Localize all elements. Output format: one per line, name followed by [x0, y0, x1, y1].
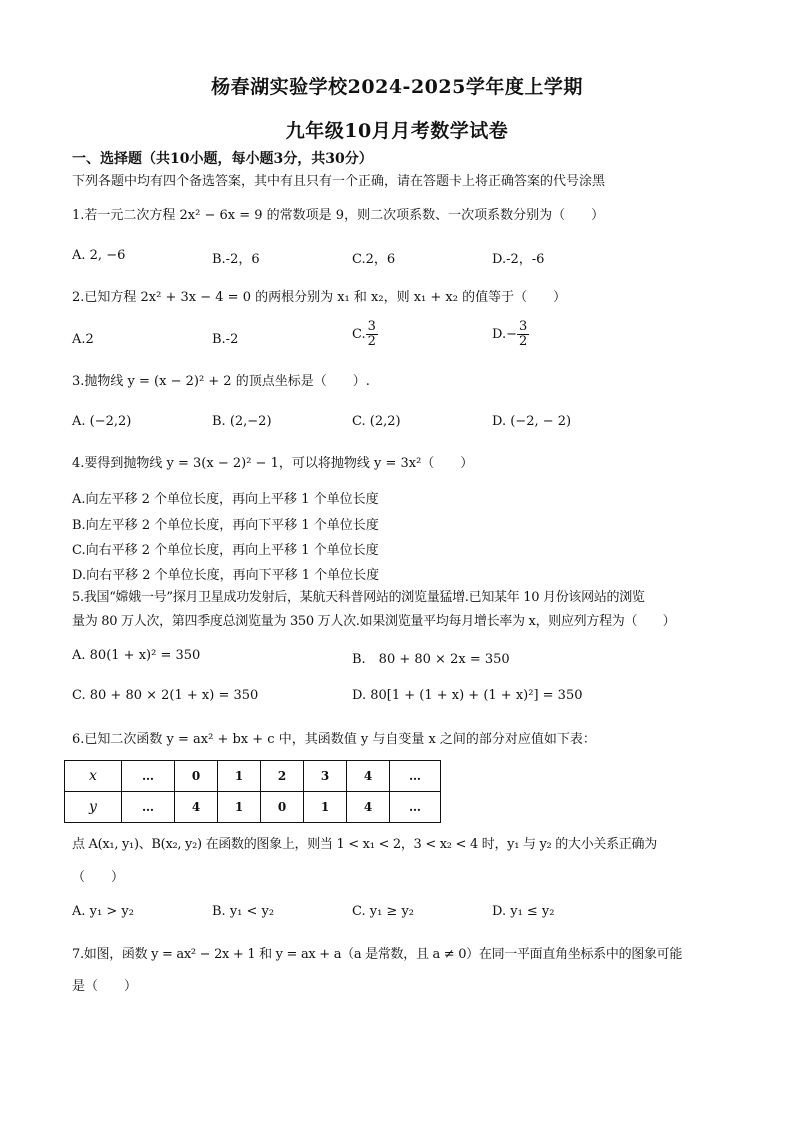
table-cell: 0	[261, 792, 304, 823]
question-2-option-b: B.-2	[212, 332, 239, 347]
table-cell: 1	[218, 792, 261, 823]
question-2-text: 2.已知方程 2x² + 3x − 4 = 0 的两根分别为 x₁ 和 x₂，则 x₁ + x₂ 的值等于（ ）	[72, 290, 567, 305]
value-table	[64, 760, 441, 823]
question-6-option-b: B. y₁ < y₂	[212, 904, 275, 919]
section-heading: 一、选择题（共10小题，每小题3分，共30分）	[72, 151, 373, 167]
fraction-denominator: 2	[518, 334, 528, 349]
table-row-x	[65, 761, 441, 792]
question-4-text: 4.要得到抛物线 y = 3(x − 2)² − 1，可以将抛物线 y = 3x²（ ）	[72, 456, 474, 471]
question-2-option-a: A.2	[72, 332, 94, 347]
table-cell: 1	[218, 761, 261, 792]
question-2-option-d	[492, 320, 529, 349]
question-5-option-b: B. 80 + 80 × 2x = 350	[352, 652, 510, 667]
table-row-y	[65, 792, 441, 823]
question-2-option-c	[352, 320, 378, 349]
table-cell: 1	[304, 792, 347, 823]
fraction-denominator: 2	[367, 334, 376, 349]
question-1-text: 1.若一元二次方程 2x² − 6x = 9 的常数项是 9，则二次项系数、一次项系数分别为（ ）	[72, 208, 605, 223]
question-5-option-a: A. 80(1 + x)² = 350	[72, 648, 201, 663]
question-6-option-c: C. y₁ ≥ y₂	[352, 904, 415, 919]
question-1-option-a: A. 2, −6	[72, 248, 126, 263]
question-1-option-d: D.-2，-6	[492, 252, 545, 267]
fraction-numerator: 3	[367, 319, 376, 334]
question-1-option-c: C.2，6	[352, 252, 396, 267]
table-cell: …	[122, 792, 175, 823]
question-3-text: 3.抛物线 y = (x − 2)² + 2 的顶点坐标是（ ）.	[72, 374, 370, 389]
table-cell: x	[65, 761, 122, 792]
question-5-option-d: D. 80[1 + (1 + x) + (1 + x)²] = 350	[352, 688, 583, 703]
table-cell: 4	[175, 792, 218, 823]
table-cell: …	[122, 761, 175, 792]
table-cell: …	[390, 761, 441, 792]
table-cell: …	[390, 792, 441, 823]
question-1-option-b: B.-2，6	[212, 252, 260, 267]
question-3-option-d: D. (−2, − 2)	[492, 414, 572, 429]
question-7-line-2: 是（ ）	[72, 979, 138, 994]
question-3-option-b: B. (2,−2)	[212, 414, 272, 429]
question-3-option-a: A. (−2,2)	[72, 414, 132, 429]
table-cell: y	[65, 792, 122, 823]
option-d-label: D.−	[492, 327, 517, 342]
option-c-label: C.	[352, 327, 366, 342]
question-4-option-d: D.向右平移 2 个单位长度，再向下平移 1 个单位长度	[72, 568, 380, 583]
fraction-three-halves	[517, 320, 529, 349]
question-5-option-c: C. 80 + 80 × 2(1 + x) = 350	[72, 688, 259, 703]
question-5-line-2: 量为 80 万人次，第四季度总浏览量为 350 万人次.如果浏览量平均每月增长率为 x，则应列方程为（ ）	[72, 614, 676, 629]
question-5-line-1: 5.我国“嫦娥一号”探月卫星成功发射后，某航天科普网站的浏览量猛增.已知某年 10 月份该网站的浏览	[72, 590, 645, 605]
question-6-option-d: D. y₁ ≤ y₂	[492, 904, 555, 919]
question-3-option-c: C. (2,2)	[352, 414, 401, 429]
question-4-option-c: C.向右平移 2 个单位长度，再向上平移 1 个单位长度	[72, 543, 379, 558]
table-cell: 0	[175, 761, 218, 792]
table-cell: 2	[261, 761, 304, 792]
fraction-three-halves	[366, 320, 378, 349]
table-cell: 3	[304, 761, 347, 792]
question-4-option-b: B.向左平移 2 个单位长度，再向下平移 1 个单位长度	[72, 518, 379, 533]
table-cell: 4	[347, 761, 390, 792]
exam-title-school: 杨春湖实验学校2024-2025学年度上学期	[211, 76, 583, 98]
question-4-option-a: A.向左平移 2 个单位长度，再向上平移 1 个单位长度	[72, 492, 379, 507]
exam-title-subject: 九年级10月月考数学试卷	[285, 120, 509, 142]
question-6-option-a: A. y₁ > y₂	[72, 904, 134, 919]
table-cell: 4	[347, 792, 390, 823]
question-7-line-1: 7.如图，函数 y = ax² − 2x + 1 和 y = ax + a（a 是常数，且 a ≠ 0）在同一平面直角坐标系中的图象可能	[72, 947, 683, 962]
fraction-numerator: 3	[518, 319, 528, 334]
question-6-line-2: 点 A(x₁, y₁)、B(x₂, y₂) 在函数的图象上，则当 1 < x₁ < 2，3 < x₂ < 4 时，y₁ 与 y₂ 的大小关系正确为	[72, 837, 657, 852]
question-6-text: 6.已知二次函数 y = ax² + bx + c 中，其函数值 y 与自变量 x 之间的部分对应值如下表：	[72, 732, 596, 747]
section-instruction: 下列各题中均有四个备选答案，其中有且只有一个正确，请在答题卡上将正确答案的代号涂黑	[72, 174, 606, 189]
question-6-line-3: （ ）	[72, 870, 125, 885]
